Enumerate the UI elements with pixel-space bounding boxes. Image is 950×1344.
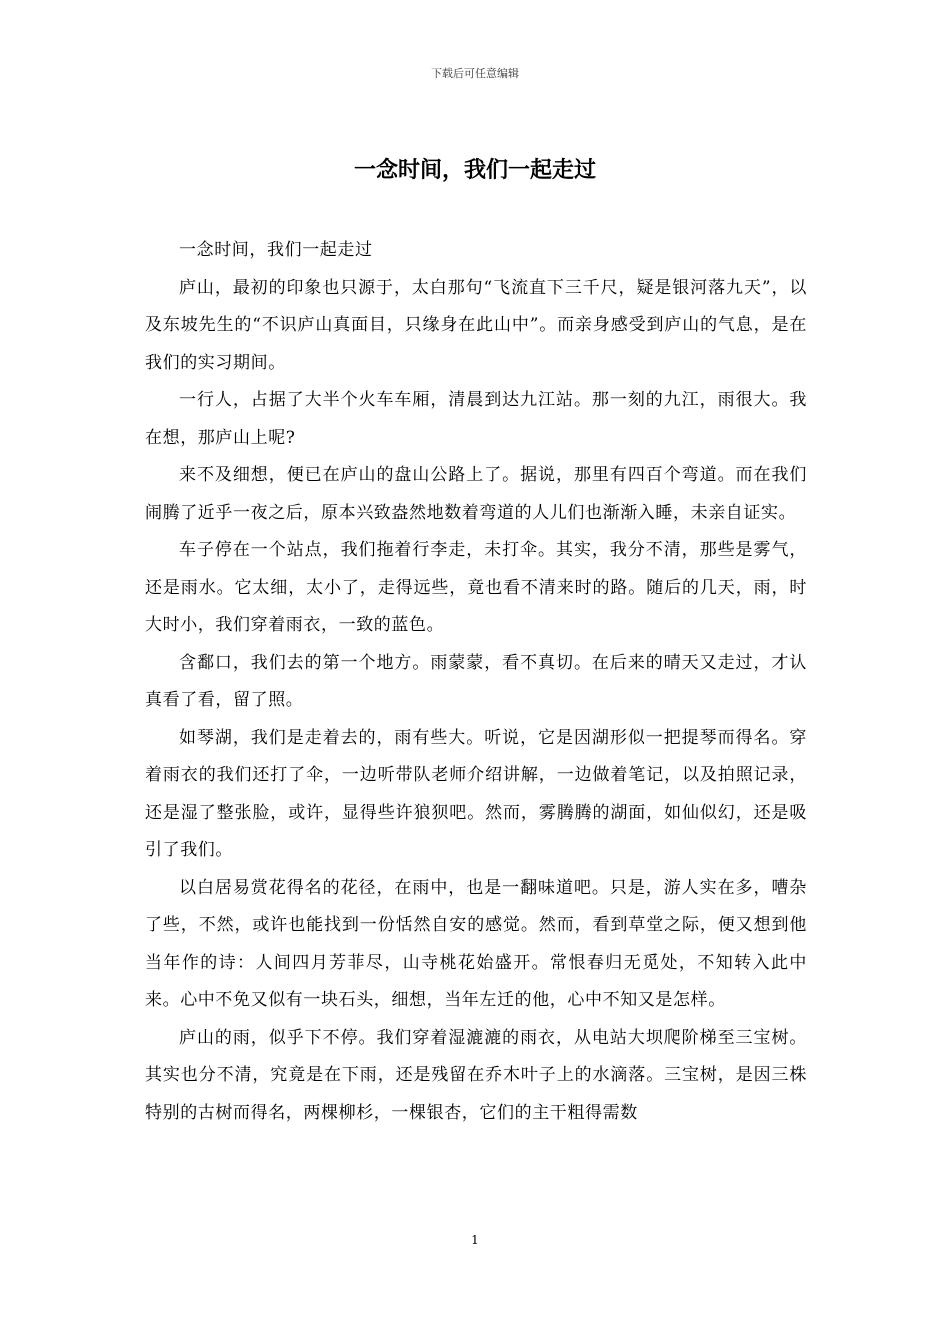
paragraph: 庐山，最初的印象也只源于，太白那句“飞流直下三千尺，疑是银河落九天”，以及东坡先生的“不识庐山真面目，只缘身在此山中”。而亲身感受到庐山的气息，是在我们的实习期间。	[145, 277, 807, 373]
header-note: 下载后可任意编辑	[431, 67, 519, 80]
paragraph: 来不及细想，便已在庐山的盘山公路上了。据说，那里有四百个弯道。而在我们闹腾了近乎一夜之后，原本兴致盎然地数着弯道的人儿们也渐渐入睡，未亲自证实。	[145, 465, 807, 523]
paragraph-subtitle: 一念时间，我们一起走过	[179, 240, 373, 260]
page-number: 1	[471, 1233, 479, 1247]
paragraph: 如琴湖，我们是走着去的，雨有些大。听说，它是因湖形似一把提琴而得名。穿着雨衣的我们还打了伞，一边听带队老师介绍讲解，一边做着笔记，以及拍照记录，还是湿了整张脸，或许，显得些许狼狈吧。然而，雾腾腾的湖面，如仙似幻，还是吸引了我们。	[145, 727, 807, 860]
paragraph: 以白居易赏花得名的花径，在雨中，也是一翻味道吧。只是，游人实在多，嘈杂了些，不然，或许也能找到一份恬然自安的感觉。然而，看到草堂之际，便又想到他当年作的诗：人间四月芳菲尽，山寺桃花始盛开。常恨春归无觅处，不知转入此中来。心中不免又似有一块石头，细想，当年左迁的他，心中不知又是怎样。	[145, 877, 807, 1010]
paragraph: 一行人，占据了大半个火车车厢，清晨到达九江站。那一刻的九江，雨很大。我在想，那庐山上呢?	[145, 390, 807, 448]
paragraph: 车子停在一个站点，我们拖着行李走，未打伞。其实，我分不清，那些是雾气，还是雨水。它太细，太小了，走得远些，竟也看不清来时的路。随后的几天，雨，时大时小，我们穿着雨衣，一致的蓝色。	[145, 540, 807, 635]
paragraph: 含鄱口，我们去的第一个地方。雨蒙蒙，看不真切。在后来的晴天又走过，才认真看了看，留了照。	[145, 652, 807, 710]
document-body	[145, 232, 807, 1132]
document-title: 一念时间，我们一起走过	[353, 158, 596, 183]
paragraph: 庐山的雨，似乎下不停。我们穿着湿漉漉的雨衣，从电站大坝爬阶梯至三宝树。其实也分不清，究竟是在下雨，还是残留在乔木叶子上的水滴落。三宝树，是因三株特别的古树而得名，两棵柳杉，一棵银杏，它们的主干粗得需数	[145, 1027, 807, 1123]
